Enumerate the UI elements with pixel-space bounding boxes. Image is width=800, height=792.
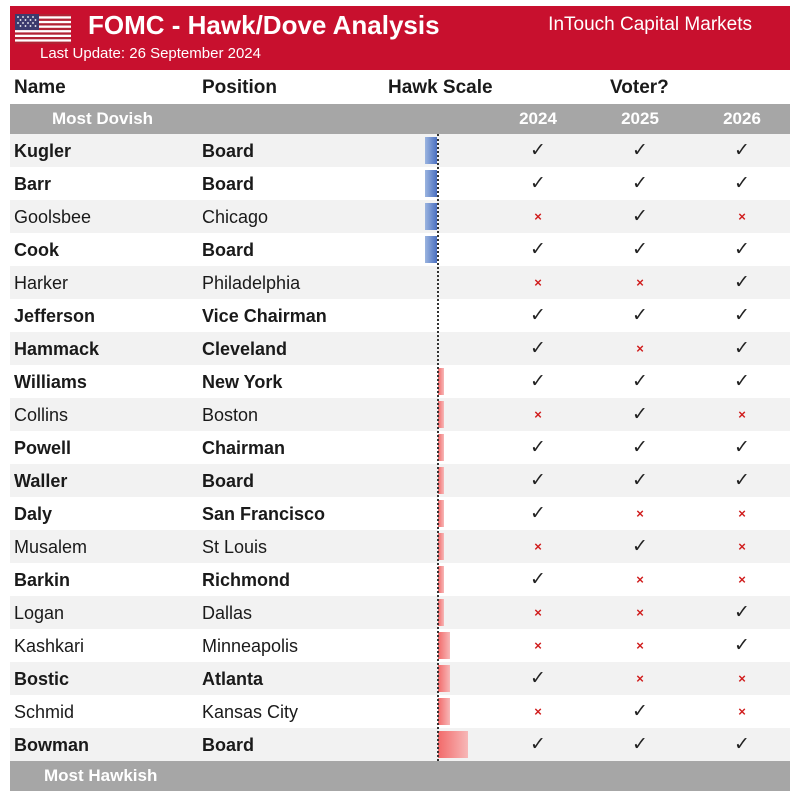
- member-name: Bowman: [14, 735, 90, 755]
- check-icon: ✓: [632, 437, 648, 458]
- check-icon: ✓: [632, 206, 648, 227]
- member-name: Williams: [14, 372, 87, 392]
- most-hawkish-band: [10, 761, 790, 791]
- check-icon: ✓: [734, 305, 750, 326]
- check-icon: ✓: [530, 239, 546, 260]
- check-icon: ✓: [632, 470, 648, 491]
- cross-icon: ×: [534, 407, 542, 422]
- hawk-scale-bar: [425, 236, 437, 263]
- table-row: [10, 233, 790, 266]
- check-icon: ✓: [530, 668, 546, 689]
- cross-icon: ×: [636, 671, 644, 686]
- member-position: Chicago: [202, 207, 269, 227]
- hawk-scale-bar: [425, 203, 437, 230]
- hawk-scale-bar: [425, 170, 437, 197]
- member-position: Board: [202, 735, 255, 755]
- check-icon: ✓: [530, 371, 546, 392]
- member-position: Minneapolis: [202, 636, 299, 656]
- check-icon: ✓: [734, 635, 750, 656]
- table-row: [10, 563, 790, 596]
- cross-icon: ×: [534, 209, 542, 224]
- member-name: Barr: [14, 174, 52, 194]
- check-icon: ✓: [632, 536, 648, 557]
- cross-icon: ×: [636, 341, 644, 356]
- member-name: Barkin: [14, 570, 71, 590]
- member-name: Kugler: [14, 141, 72, 161]
- cross-icon: ×: [534, 539, 542, 554]
- table-row: [10, 398, 790, 431]
- member-name: Schmid: [14, 702, 75, 722]
- check-icon: ✓: [734, 272, 750, 293]
- check-icon: ✓: [632, 404, 648, 425]
- check-icon: ✓: [734, 371, 750, 392]
- check-icon: ✓: [530, 305, 546, 326]
- hawk-scale-bar: [425, 137, 437, 164]
- check-icon: ✓: [530, 140, 546, 161]
- member-name: Kashkari: [14, 636, 85, 656]
- cross-icon: ×: [738, 506, 746, 521]
- table-row: [10, 662, 790, 695]
- cross-icon: ×: [636, 572, 644, 587]
- cross-icon: ×: [738, 704, 746, 719]
- members-table: [10, 134, 790, 761]
- member-name: Collins: [14, 405, 69, 425]
- cross-icon: ×: [534, 605, 542, 620]
- member-position: Philadelphia: [202, 273, 301, 293]
- cross-icon: ×: [534, 704, 542, 719]
- member-position: Richmond: [202, 570, 290, 590]
- member-name: Goolsbee: [14, 207, 92, 227]
- member-position: Chairman: [202, 438, 286, 458]
- check-icon: ✓: [632, 371, 648, 392]
- most-hawkish-label: Most Hawkish: [44, 766, 158, 785]
- cross-icon: ×: [534, 638, 542, 653]
- most-dovish-band: [10, 104, 790, 134]
- check-icon: ✓: [530, 470, 546, 491]
- table-row: [10, 728, 790, 761]
- table-row: [10, 464, 790, 497]
- member-name: Logan: [14, 603, 65, 623]
- table-row: [10, 629, 790, 662]
- table-row: [10, 596, 790, 629]
- check-icon: ✓: [632, 239, 648, 260]
- hawk-scale-bar: [438, 665, 450, 692]
- member-name: Hammack: [14, 339, 100, 359]
- year-2025: 2025: [621, 109, 659, 128]
- column-headers: [10, 70, 790, 104]
- check-icon: ✓: [530, 173, 546, 194]
- table-row: [10, 431, 790, 464]
- member-name: Cook: [14, 240, 59, 260]
- table-row: [10, 365, 790, 398]
- member-position: St Louis: [202, 537, 268, 557]
- check-icon: ✓: [530, 437, 546, 458]
- check-icon: ✓: [530, 503, 546, 524]
- cross-icon: ×: [636, 605, 644, 620]
- cross-icon: ×: [636, 638, 644, 653]
- cross-icon: ×: [738, 407, 746, 422]
- member-name: Powell: [14, 438, 72, 458]
- check-icon: ✓: [530, 734, 546, 755]
- check-icon: ✓: [734, 734, 750, 755]
- header-name: Name: [14, 77, 66, 98]
- check-icon: ✓: [632, 140, 648, 161]
- cross-icon: ×: [738, 671, 746, 686]
- check-icon: ✓: [734, 173, 750, 194]
- page-title: FOMC - Hawk/Dove Analysis: [88, 10, 440, 40]
- member-position: New York: [202, 372, 283, 392]
- member-name: Jefferson: [14, 306, 96, 326]
- member-name: Musalem: [14, 537, 88, 557]
- last-update: Last Update: 26 September 2024: [40, 45, 261, 62]
- member-position: Atlanta: [202, 669, 264, 689]
- table-row: [10, 530, 790, 563]
- check-icon: ✓: [632, 173, 648, 194]
- member-position: Vice Chairman: [202, 306, 327, 326]
- table-row: [10, 134, 790, 167]
- check-icon: ✓: [632, 305, 648, 326]
- check-icon: ✓: [734, 602, 750, 623]
- cross-icon: ×: [738, 209, 746, 224]
- cross-icon: ×: [636, 506, 644, 521]
- us-flag-icon: [15, 14, 71, 44]
- member-name: Harker: [14, 273, 69, 293]
- year-2024: 2024: [519, 109, 557, 128]
- member-position: Board: [202, 240, 255, 260]
- member-name: Bostic: [14, 669, 70, 689]
- check-icon: ✓: [632, 701, 648, 722]
- cross-icon: ×: [534, 275, 542, 290]
- member-position: Board: [202, 471, 255, 491]
- cross-icon: ×: [738, 572, 746, 587]
- member-position: San Francisco: [202, 504, 326, 524]
- check-icon: ✓: [632, 734, 648, 755]
- table-row: [10, 266, 790, 299]
- member-position: Board: [202, 141, 255, 161]
- member-position: Kansas City: [202, 702, 299, 722]
- header-position: Position: [202, 77, 277, 98]
- most-dovish-label: Most Dovish: [52, 109, 154, 128]
- table-row: [10, 497, 790, 530]
- check-icon: ✓: [734, 470, 750, 491]
- table-row: [10, 200, 790, 233]
- brand-name: InTouch Capital Markets: [548, 14, 752, 35]
- check-icon: ✓: [734, 239, 750, 260]
- member-name: Daly: [14, 504, 53, 524]
- header-voter: Voter?: [610, 77, 669, 98]
- check-icon: ✓: [530, 338, 546, 359]
- hawk-scale-bar: [438, 731, 468, 758]
- table-row: [10, 332, 790, 365]
- header-banner: [10, 6, 790, 70]
- cross-icon: ×: [738, 539, 746, 554]
- member-position: Dallas: [202, 603, 253, 623]
- header-hawk-scale: Hawk Scale: [388, 77, 493, 98]
- check-icon: ✓: [530, 569, 546, 590]
- hawk-scale-axis: [437, 134, 439, 761]
- hawk-scale-bar: [438, 698, 450, 725]
- member-name: Waller: [14, 471, 68, 491]
- check-icon: ✓: [734, 338, 750, 359]
- table-row: [10, 299, 790, 332]
- member-position: Board: [202, 174, 255, 194]
- member-position: Boston: [202, 405, 259, 425]
- check-icon: ✓: [734, 140, 750, 161]
- check-icon: ✓: [734, 437, 750, 458]
- table-row: [10, 167, 790, 200]
- table-row: [10, 695, 790, 728]
- hawk-scale-bar: [438, 632, 450, 659]
- year-2026: 2026: [723, 109, 761, 128]
- cross-icon: ×: [636, 275, 644, 290]
- member-position: Cleveland: [202, 339, 288, 359]
